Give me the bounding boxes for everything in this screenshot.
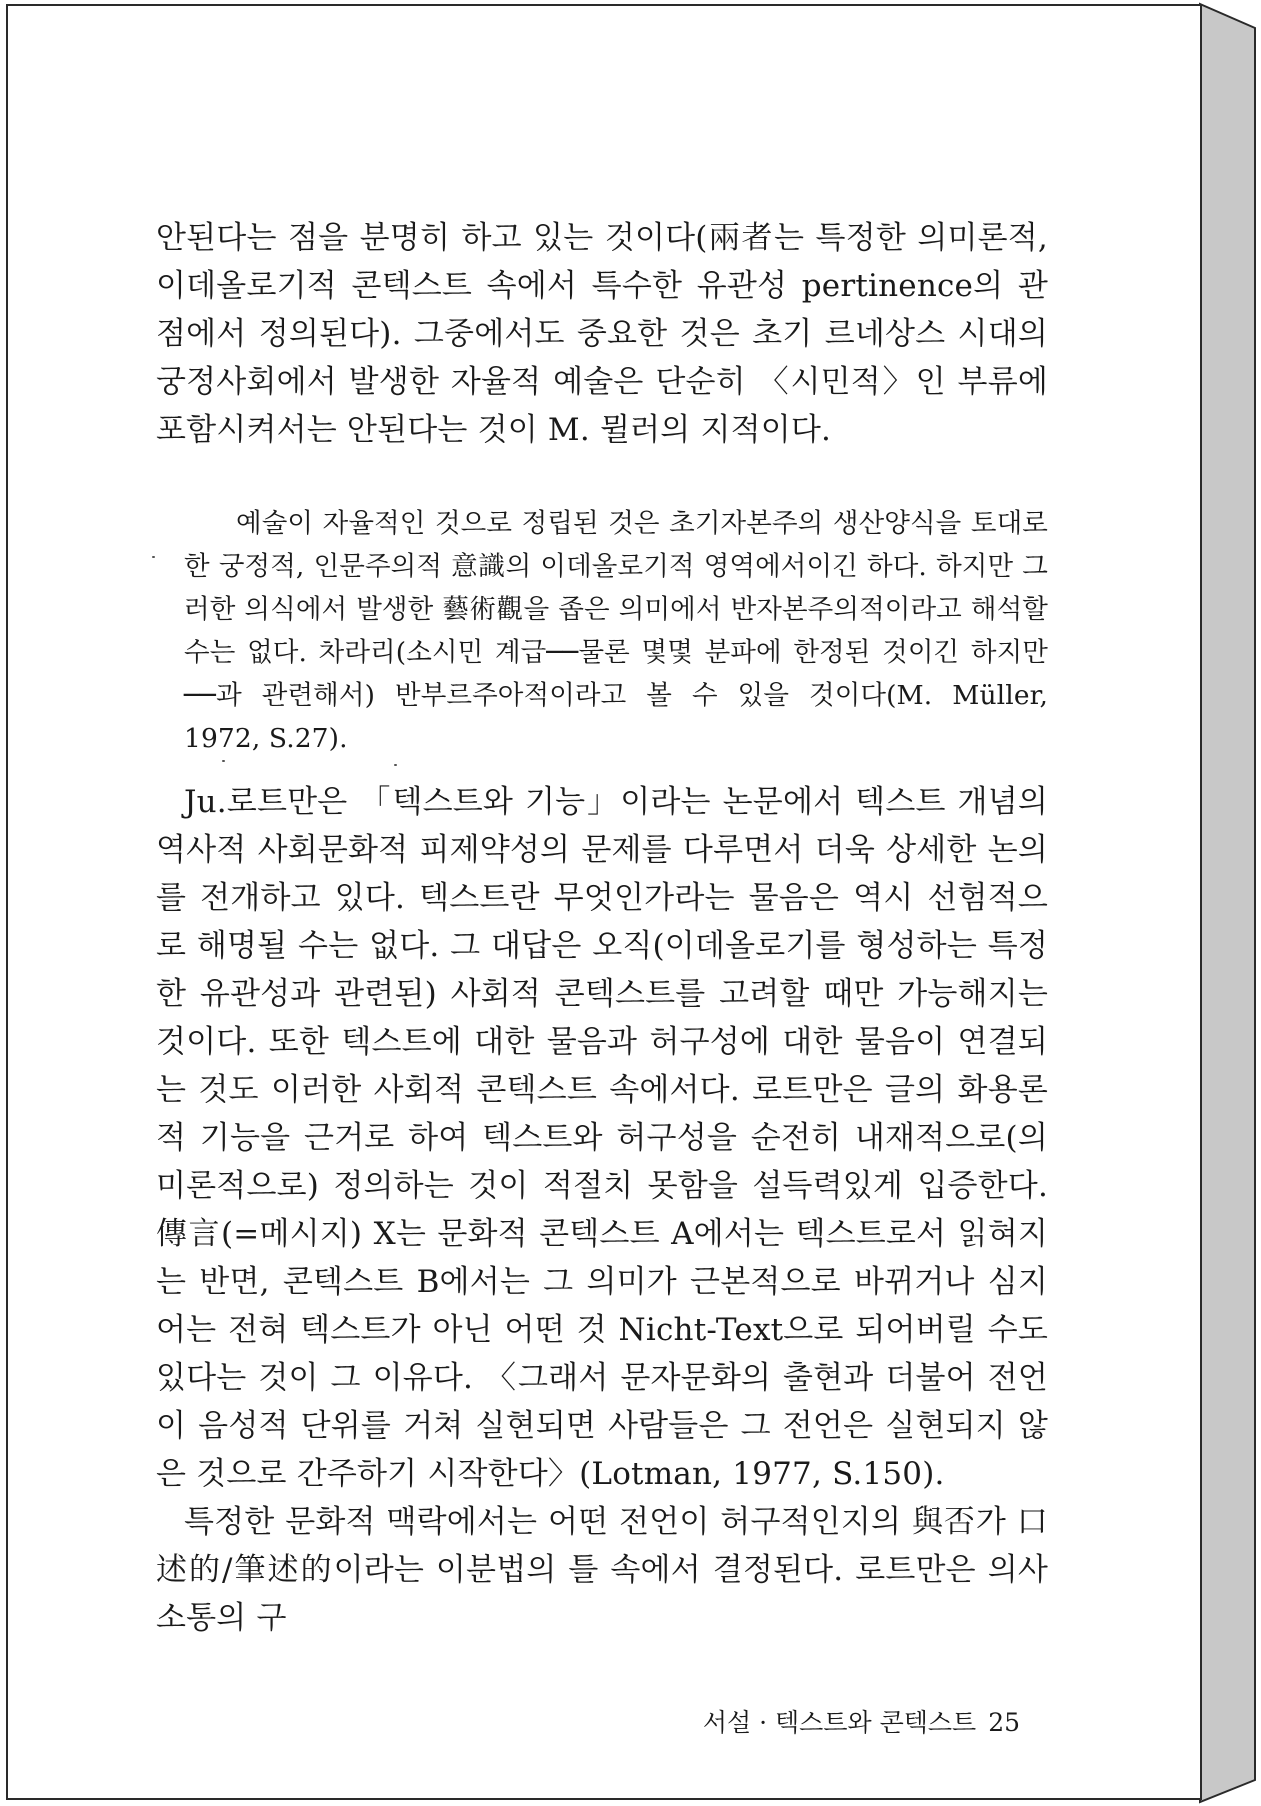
paragraph-3-text: 특정한 문화적 맥락에서는 어떤 전언이 허구적인지의 與否가 口述的/筆述的이라는 이분법의 틀 속에서 결정된다. 로트만은 의사소통의 구 (156, 1504, 1048, 1636)
scan-speck (394, 764, 397, 766)
scan-speck (222, 760, 225, 762)
paragraph-1-text: 안된다는 점을 분명히 하고 있는 것이다(兩者는 특정한 의미론적, 이데올로기적 콘텍스트 속에서 특수한 유관성 pertinence의 관점에서 정의된다). 그중에서도 중요한 것은 초기 르네상스 시대의 궁정사회에서 발생한 자율적 예술은 단순히 〈시민적〉인 부류에 포함시켜서는 안된다는 것이 M. 뮐러의 지적이다. (156, 220, 1048, 448)
running-footer (700, 1707, 1020, 1739)
block-quote (184, 502, 1048, 760)
running-footer-title: 서설 · 텍스트와 콘텍스트 (702, 1708, 977, 1737)
scan-speck (152, 556, 155, 558)
paragraph-1 (156, 214, 1048, 454)
body-paragraphs (156, 778, 1048, 1642)
block-quote-text: 예술이 자율적인 것으로 정립된 것은 초기자본주의 생산양식을 토대로 한 궁정적, 인문주의적 意識의 이데올로기적 영역에서이긴 하다. 하지만 그러한 의식에서 발생한 藝術觀을 좁은 의미에서 반자본주의적이라고 해석할 수는 없다. 차라리(소시민 계급──물론 몇몇 분파에 한정된 것이긴 하지만──과 관련해서) 반부르주아적이라고 볼 수 있을 것이다(M. Müller, 1972, S.27). (184, 508, 1048, 754)
paragraph-2-text: Ju.로트만은 「텍스트와 기능」이라는 논문에서 텍스트 개념의 역사적 사회문화적 피제약성의 문제를 다루면서 더욱 상세한 논의를 전개하고 있다. 텍스트란 무엇인가라는 물음은 역시 선험적으로 해명될 수는 없다. 그 대답은 오직(이데올로기를 형성하는 특정한 유관성과 관련된) 사회적 콘텍스트를 고려할 때만 가능해지는 것이다. 또한 텍스트에 대한 물음과 허구성에 대한 물음이 연결되는 것도 이러한 사회적 콘텍스트 속에서다. 로트만은 글의 화용론적 기능을 근거로 하여 텍스트와 허구성을 순전히 내재적으로(의미론적으로) 정의하는 것이 적절치 못함을 설득력있게 입증한다. 傳言(=메시지) X는 문화적 콘텍스트 A에서는 텍스트로서 읽혀지는 반면, 콘텍스트 B에서는 그 의미가 근본적으로 바뀌거나 심지어는 전혀 텍스트가 아닌 어떤 것 Nicht-Text으로 되어버릴 수도 있다는 것이 그 이유다. 〈그래서 문자문화의 출현과 더불어 전언이 음성적 단위를 거쳐 실현되면 사람들은 그 전언은 실현되지 않은 것으로 간주하기 시작한다〉(Lotman, 1977, S.150). (156, 784, 1048, 1492)
page-number: 25 (988, 1708, 1020, 1737)
